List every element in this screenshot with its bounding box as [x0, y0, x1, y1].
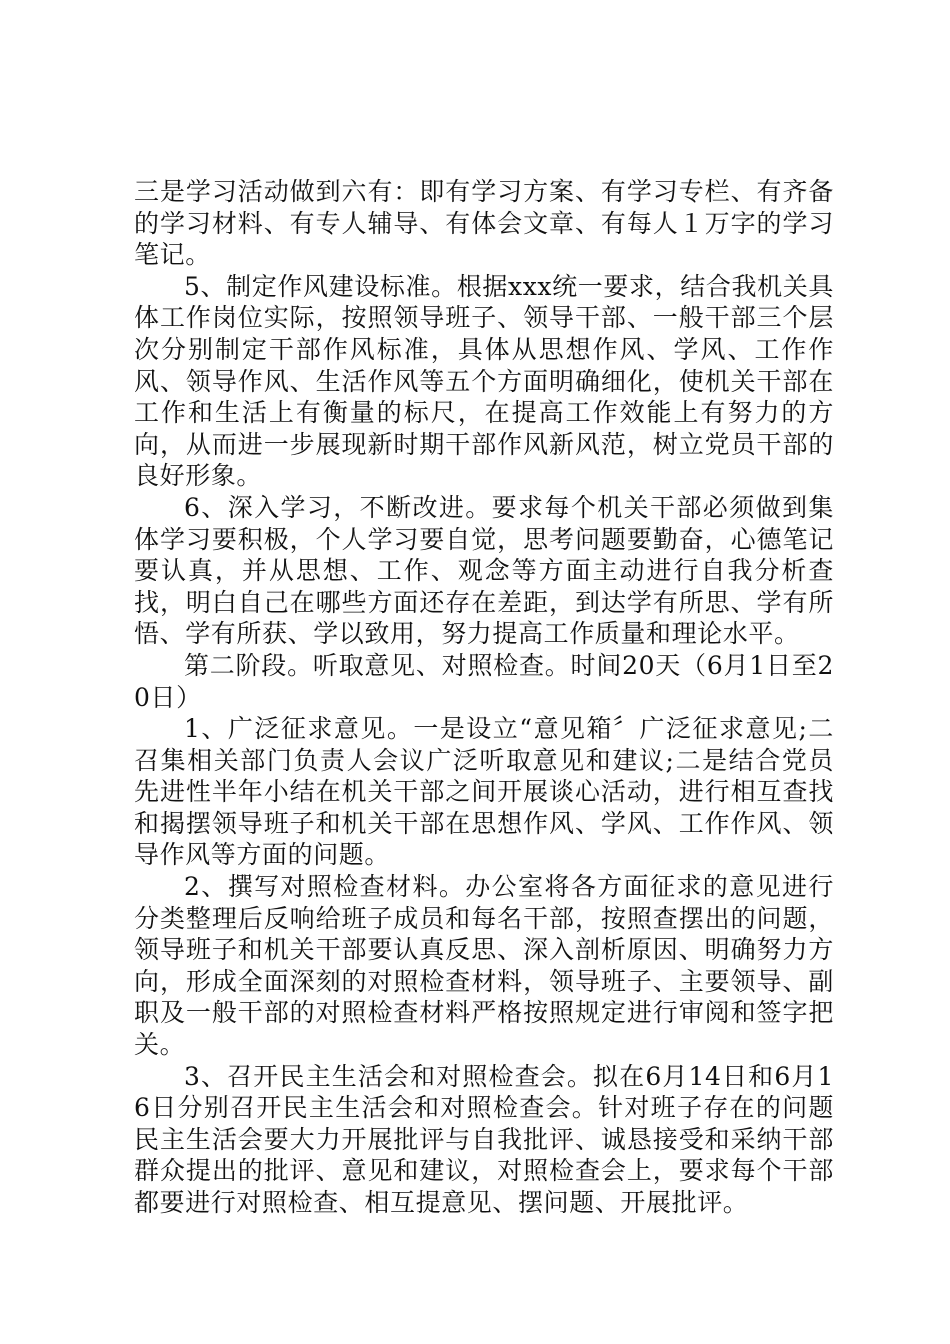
paragraph-solicit-opinions: 1、广泛征求意见。一是设立“意见箱〞广泛征求意见;二召集相关部门负责人会议广泛听取意见和建议;二是结合党员先进性半年小结在机关干部之间开展谈心活动，进行相互查找和揭摆领导班子和机关干部在思想作风、学风、工作作风、领导作风等方面的问题。	[134, 714, 834, 870]
paragraph-second-stage-heading: 第二阶段。听取意见、对照检查。时间20天（6月1日至20日）	[134, 650, 834, 712]
paragraph-democratic-life-meeting: 3、召开民主生活会和对照检查会。拟在6月14日和6月16日分别召开民主生活会和对照检查会。针对班子存在的问题民主生活会要大力开展批评与自我批评、诚恳接受和采纳干部群众提出的批评、意见和建议，对照检查会上，要求每个干部都要进行对照检查、相互提意见、摆问题、开展批评。	[134, 1061, 834, 1217]
document-body	[134, 176, 834, 1219]
paragraph-in-depth-study: 6、深入学习，不断改进。要求每个机关干部必须做到集体学习要积极，个人学习要自觉，思考问题要勤奋，心德笔记要认真，并从思想、工作、观念等方面主动进行自我分析查找，明白自己在哪些方面还存在差距，到达学有所思、学有所悟、学有所获、学以致用，努力提高工作质量和理论水平。	[134, 492, 834, 649]
paragraph-study-activities: 三是学习活动做到六有：即有学习方案、有学习专栏、有齐备的学习材料、有专人辅导、有体会文章、有每人１万字的学习笔记。	[134, 177, 834, 270]
paragraph-write-review-materials: 2、撰写对照检查材料。办公室将各方面征求的意见进行分类整理后反响给班子成员和每名干部，按照查摆出的问题，领导班子和机关干部要认真反思、深入剖析原因、明确努力方向，形成全面深刻的对照检查材料，领导班子、主要领导、副职及一般干部的对照检查材料严格按照规定进行审阅和签字把关。	[134, 872, 834, 1060]
paragraph-work-style-standards: 5、制定作风建设标准。根据xxx统一要求，结合我机关具体工作岗位实际，按照领导班子、领导干部、一般干部三个层次分别制定干部作风标准，具体从思想作风、学风、工作作风、领导作风、生活作风等五个方面明确细化，使机关干部在工作和生活上有衡量的标尺，在提高工作效能上有努力的方向，从而进一步展现新时期干部作风新风范，树立党员干部的良好形象。	[134, 271, 834, 491]
